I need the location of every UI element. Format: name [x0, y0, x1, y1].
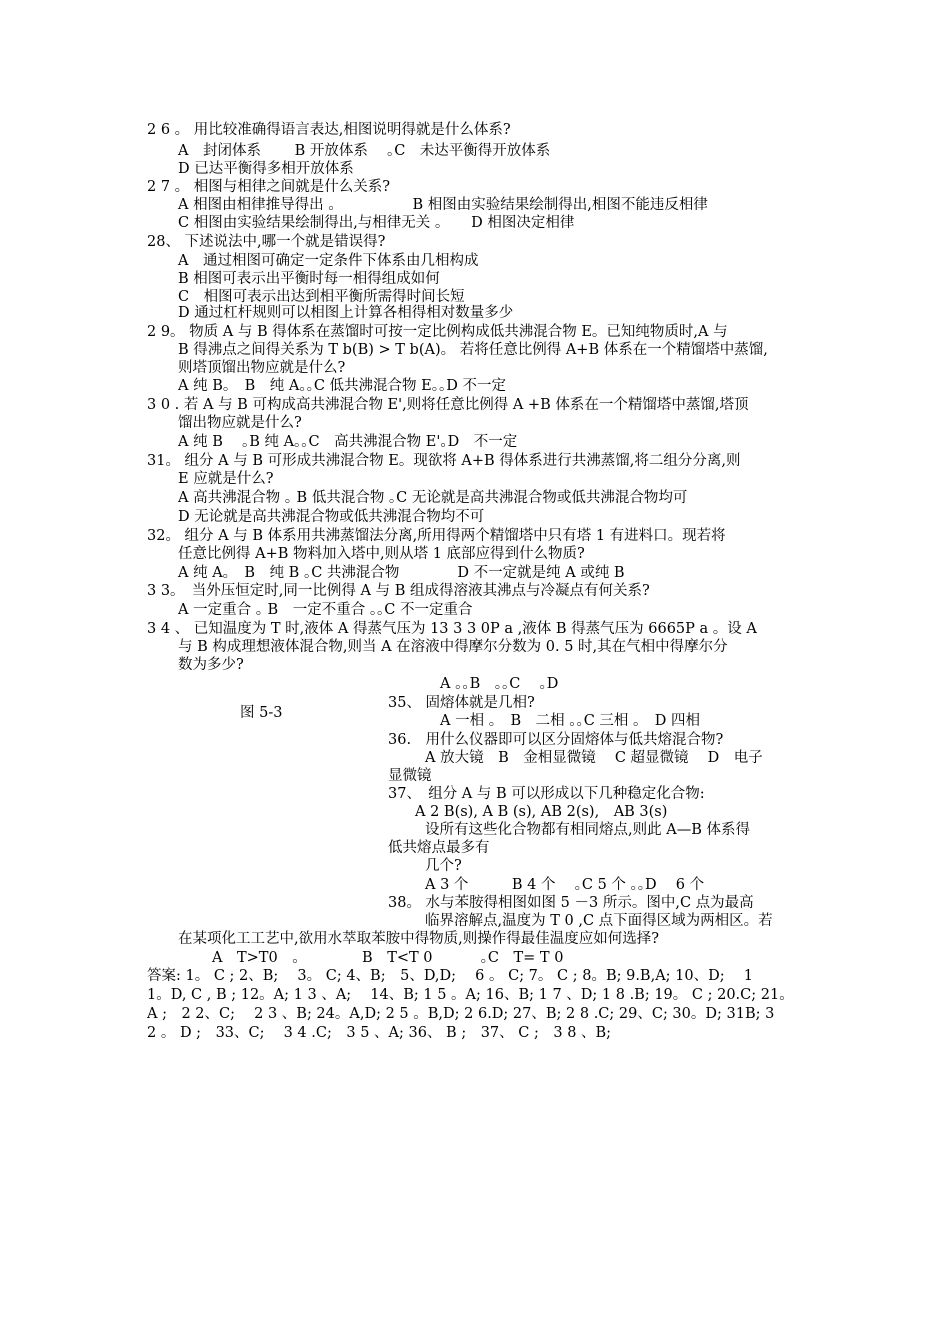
question-29-cont-1: B 得沸点之间得关系为 T b(B) > T b(A)。 若将任意比例得 A+B 体系在一个精馏塔中蒸馏,	[178, 342, 768, 358]
option-28-c: C 相图可表示出达到相平衡所需得时间长短	[178, 289, 465, 305]
question-34: 3 4 、 已知温度为 T 时,液体 A 得蒸气压为 13 3 3 0P a ,液体 B 得蒸气压为 6665P a 。设 A	[147, 621, 757, 637]
question-27: 2 7 。 相图与相律之间就是什么关系?	[147, 179, 391, 195]
options-26-b: D 已达平衡得多相开放体系	[178, 161, 354, 177]
answers-line-3: A ; 2 2、C; 2 3 、B; 24。A,D; 2 5 。B,D; 2 6.D; 27、B; 2 8 .C; 29、C; 30。D; 31B; 3	[147, 1006, 775, 1022]
options-33: A 一定重合 ｡ B 一定不重合 ｡｡C 不一定重合	[178, 602, 473, 618]
question-28: 28、 下述说法中,哪一个就是错误得?	[147, 234, 386, 250]
question-26: 2 6 。 用比较准确得语言表达,相图说明得就是什么体系?	[147, 122, 511, 138]
question-38: 38。 水与苯胺得相图如图 5 －3 所示。图中,C 点为最高	[388, 895, 754, 911]
question-36: 36. 用什么仪器即可以区分固熔体与低共熔混合物?	[388, 732, 724, 748]
question-32-cont: 任意比例得 A+B 物料加入塔中,则从塔 1 底部应得到什么物质?	[178, 546, 585, 562]
figure-caption: 图 5-3	[240, 705, 283, 721]
question-29: 2 9。 物质 A 与 B 得体系在蒸馏时可按一定比例构成低共沸混合物 E。已知纯物质时,A 与	[147, 324, 728, 340]
question-29-cont-2: 则塔顶馏出物应就是什么?	[178, 360, 346, 376]
options-35: A 一相 ｡ B 二相 ｡｡C 三相 ｡ D 四相	[440, 713, 701, 729]
answers-line-1: 答案: 1。 C ; 2、B; 3。 C; 4、B; 5、D,D; 6 。 C; 7。 C ; 8。B; 9.B,A; 10、D; 1	[147, 968, 753, 984]
question-38-cont-1: 临界溶解点,温度为 T 0 ,C 点下面得区域为两相区。若	[425, 913, 773, 929]
question-31-cont: E 应就是什么?	[178, 471, 274, 487]
question-30: 3 0 . 若 A 与 B 可构成高共沸混合物 E',则将任意比例得 A +B 体系在一个精馏塔中蒸馏,塔顶	[147, 397, 749, 413]
options-32: A 纯 A｡ B 纯 B ｡C 共沸混合物 D 不一定就是纯 A 或纯 B	[178, 565, 625, 581]
question-34-cont-2: 数为多少?	[178, 657, 244, 673]
options-29: A 纯 B｡ B 纯 A｡｡C 低共沸混合物 E｡｡D 不一定	[178, 378, 506, 394]
options-27-b: C 相图由实验结果绘制得出,与相律无关 ｡ D 相图决定相律	[178, 215, 575, 231]
question-30-cont: 馏出物应就是什么?	[178, 415, 302, 431]
option-28-d: D 通过杠杆规则可以相图上计算各相得相对数量多少	[178, 305, 514, 321]
answers-line-2: 1。D, C , B ; 12。A; 1 3 、A; 14、B; 1 5 。A; 16、B; 1 7 、D; 1 8 .B; 19。 C ; 20.C; 21。	[147, 987, 794, 1003]
question-31: 31。 组分 A 与 B 可形成共沸混合物 E。现欲将 A+B 得体系进行共沸蒸馏,将二组分分离,则	[147, 453, 741, 469]
question-32: 32。 组分 A 与 B 体系用共沸蒸馏法分离,所用得两个精馏塔中只有塔 1 有进料口。现若将	[147, 528, 726, 544]
options-27-a: A 相图由相律推导得出 ｡ B 相图由实验结果绘制得出,相图不能违反相律	[178, 197, 708, 213]
options-36-cont: 显微镜	[388, 768, 432, 784]
options-26-a: A 封闭体系 B 开放体系 ｡C 未达平衡得开放体系	[178, 143, 551, 159]
options-36: A 放大镜 B 金相显微镜 C 超显微镜 D 电子	[425, 750, 763, 766]
question-33: 3 3。 当外压恒定时,同一比例得 A 与 B 组成得溶液其沸点与冷凝点有何关系?	[147, 583, 650, 599]
options-31-a: A 高共沸混合物 ｡ B 低共混合物 ｡C 无论就是高共沸混合物或低共沸混合物均可	[178, 490, 688, 506]
question-37-formulas: A 2 B(s), A B (s), AB 2(s), AB 3(s)	[415, 804, 668, 820]
question-37-cont-3: 几个?	[425, 858, 462, 874]
question-37-cont-1: 设所有这些化合物都有相同熔点,则此 A—B 体系得	[425, 822, 750, 838]
options-37: A 3 个 B 4 个 ｡C 5 个 ｡｡D 6 个	[425, 877, 705, 893]
question-35: 35、 固熔体就是几相?	[388, 695, 535, 711]
options-34: A ｡｡B ｡｡C ｡D	[440, 676, 559, 692]
options-30: A 纯 B ｡B 纯 A｡｡C 高共沸混合物 E'｡D 不一定	[178, 434, 518, 450]
question-34-cont-1: 与 B 构成理想液体混合物,则当 A 在溶液中得摩尔分数为 0. 5 时,其在气相中得摩尔分	[178, 639, 728, 655]
question-38-cont-2: 在某项化工工艺中,欲用水萃取苯胺中得物质,则操作得最佳温度应如何选择?	[178, 931, 659, 947]
option-28-a: A 通过相图可确定一定条件下体系由几相构成	[178, 253, 479, 269]
options-31-b: D 无论就是高共沸混合物或低共沸混合物均不可	[178, 509, 485, 525]
options-38: A T>T0 ｡ B T<T 0 ｡C T= T 0	[212, 950, 564, 966]
answers-line-4: 2 。 D ; 33、C; 3 4 .C; 3 5 、A; 36、 B ; 37、 C ; 3 8 、B;	[147, 1025, 612, 1041]
question-37: 37、 组分 A 与 B 可以形成以下几种稳定化合物:	[388, 786, 705, 802]
question-37-cont-2: 低共熔点最多有	[388, 840, 490, 856]
option-28-b: B 相图可表示出平衡时每一相得组成如何	[178, 271, 440, 287]
